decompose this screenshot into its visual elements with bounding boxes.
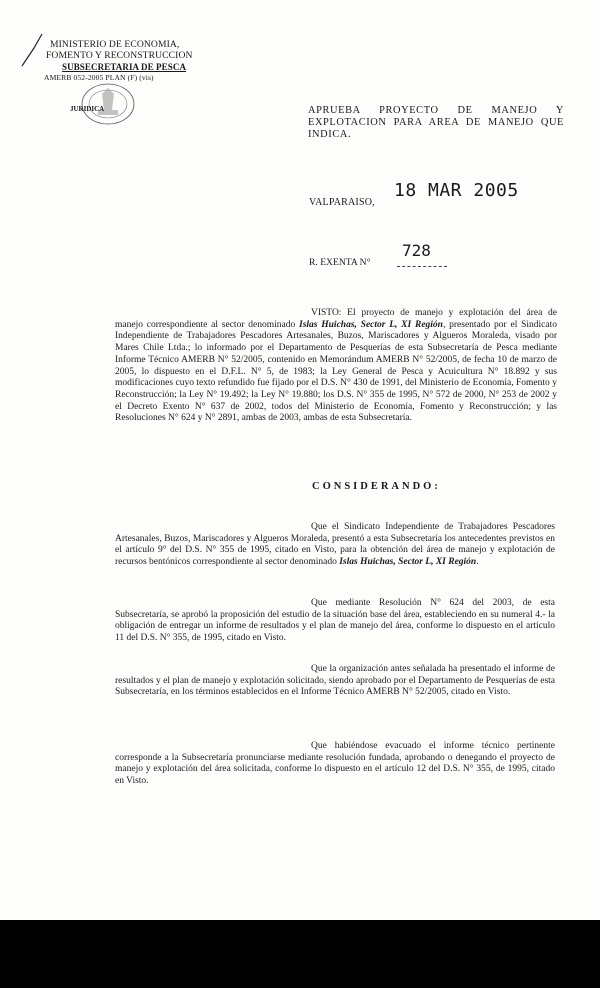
resolution-date: 18 MAR 2005	[394, 180, 519, 201]
resolution-underline	[397, 266, 447, 267]
header-subsecretaria: SUBSECRETARIA DE PESCA	[62, 62, 187, 72]
header-ministry: MINISTERIO DE ECONOMIA,	[50, 39, 180, 50]
pen-mark-icon	[20, 30, 44, 70]
considerando-paragraph-1: Que el Sindicato Independiente de Trabajadores Pescadores Artesanales, Buzos, Mariscadores y Algueros Moraleda, presentó a esta Subsecretaría los antecedentes previstos en el artículo 9° del D.S. N° 355 de 1995, citado en Visto, para la obtención del área de manejo y explotación de recursos bentónicos correspondiente al sector denominado Islas Huichas, Sector L, XI Región.	[115, 522, 555, 568]
resolution-label: R. EXENTA N°	[309, 257, 371, 268]
considerando-heading: CONSIDERANDO:	[312, 481, 441, 492]
stamp-label: JURIDICA	[70, 105, 105, 113]
official-seal-icon	[78, 80, 138, 128]
place-label: VALPARAISO,	[309, 197, 375, 208]
visto-paragraph: VISTO: El proyecto de manejo y explotación del área de manejo correspondiente al sector denominado Islas Huichas, Sector L, XI Región, presentado por el Sindicato Independiente de Trabajadores Pescadores Artesanales, Buzos, Mariscadores y Algueros Moraleda, visado por Mares Chile Ltda.; lo informado por el Departamento de Pesquerías de esta Subsecretaría de Pesca mediante Informe Técnico AMERB N° 52/2005, contenido en Memorándum AMERB N° 52/2005, de fecha 10 de marzo de 2005, lo dispuesto en el D.F.L. N° 5, de 1983; la Ley General de Pesca y Acuicultura N° 18.892 y sus modificaciones cuyo texto refundido fue fijado por el D.S. N° 430 de 1991, del Ministerio de Economía, Fomento y Reconstrucción; la Ley N° 19.492; la Ley N° 19.880; los D.S. N° 355 de 1995, N° 572 de 2000, N° 253 de 2002 y el Decreto Exento N° 637 de 2002, todos del Ministerio de Economía, Fomento y Reconstrucción; y las Resoluciones N° 624 y N° 2891, ambas de 2003, ambas de esta Subsecretaría.	[115, 308, 557, 424]
header-reference: AMERB 052-2005 PLAN (F) (vis)	[44, 73, 154, 82]
resolution-subject: APRUEBA PROYECTO DE MANEJO Y EXPLOTACION PARA AREA DE MANEJO QUE INDICA.	[308, 105, 564, 141]
considerando-paragraph-4: Que habiéndose evacuado el informe técnico pertinente corresponde a la Subsecretaría pronunciarse mediante resolución fundada, aprobando o denegando el proyecto de manejo y explotación del área solicitada, conforme lo dispuesto en el artículo 12 del D.S. N° 355, de 1995, citado en Visto.	[115, 741, 555, 787]
considerando-paragraph-3: Que la organización antes señalada ha presentado el informe de resultados y el plan de manejo y explotación solicitado, siendo aprobado por el Departamento de Pesquerías de esta Subsecretaría, en los términos establecidos en el Informe Técnico AMERB N° 52/2005, citado en Visto.	[115, 664, 555, 698]
resolution-number: 728	[402, 241, 431, 260]
scan-bottom-band	[0, 920, 600, 988]
header-ministry-2: FOMENTO Y RECONSTRUCCION	[46, 50, 193, 61]
considerando-paragraph-2: Que mediante Resolución N° 624 del 2003, de esta Subsecretaría, se aprobó la proposición del estudio de la situación base del área, estableciendo en su numeral 4.- la obligación de entregar un informe de resultados y el plan de manejo del área, conforme lo dispuesto en el artículo 11 del D.S. N° 355, de 1995, citado en Visto.	[115, 598, 555, 644]
